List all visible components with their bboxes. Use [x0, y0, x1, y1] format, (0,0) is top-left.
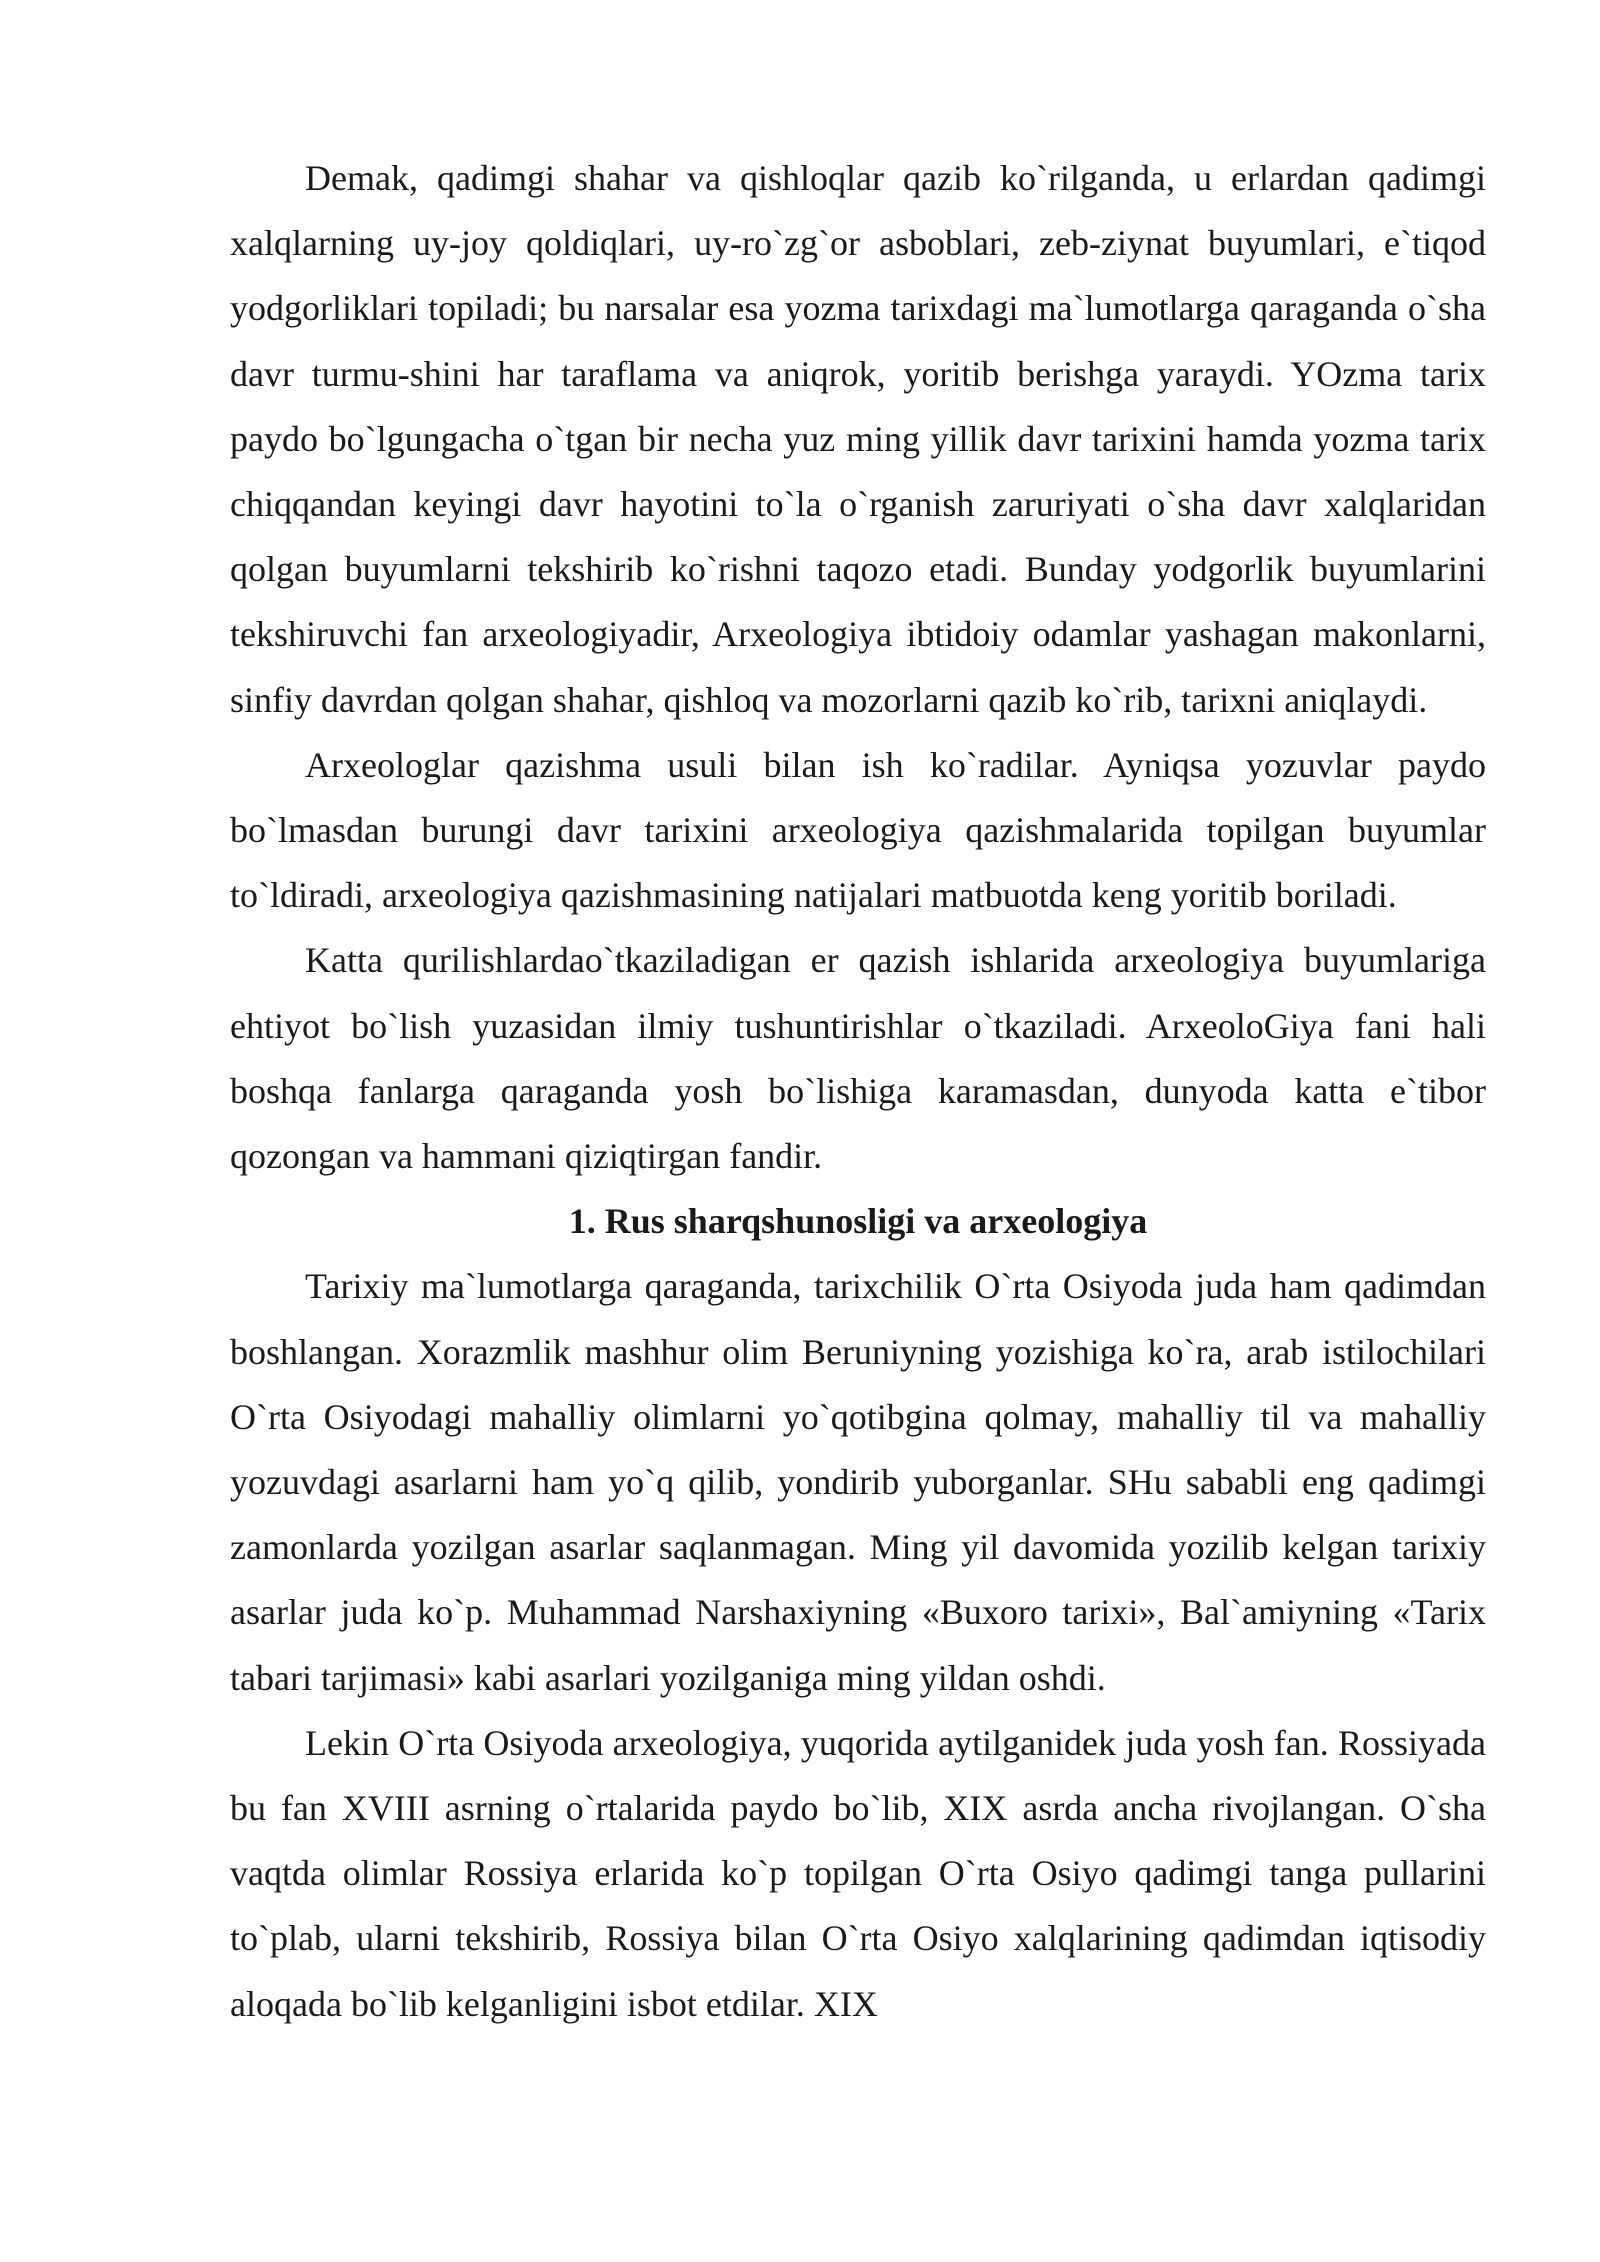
document-body [230, 146, 1486, 2037]
paragraph-5: Lekin O`rta Osiyoda arxeologiya, yuqorida aytilganidek juda yosh fan. Rossiyada bu fan XVIII asrning o`rtalarida paydo bo`lib, XIX asrda ancha rivojlangan. O`sha vaqtda olimlar Rossiya erlarida ko`p topilgan O`rta Osiyo qadimgi tanga pullarini to`plab, ularni tekshirib, Rossiya bilan O`rta Osiyo xalqlarining qadimdan iqtisodiy aloqada bo`lib kelganligini isbot etdilar. XIX [230, 1722, 1486, 2024]
paragraph-3: Katta qurilishlardao`tkaziladigan er qazish ishlarida arxeologiya buyumlariga ehtiyot bo`lish yuzasidan ilmiy tushuntirishlar o`tkaziladi. ArxeoloGiya fani hali boshqa fanlarga qaraganda yosh bo`lishiga karamasdan, dunyoda katta e`tibor qozongan va hammani qiziqtirgan fandir. [230, 940, 1486, 1177]
paragraph-1: Demak, qadimgi shahar va qishloqlar qazib ko`rilganda, u erlardan qadimgi xalqlarning uy-joy qoldiqlari, uy-ro`zg`or asboblari, zeb-ziynat buyumlari, e`tiqod yodgorliklari topiladi; bu narsalar esa yozma tarixdagi ma`lumotlarga qaraganda o`sha davr turmu-shini har taraflama va aniqrok, yoritib berishga yaraydi. YOzma tarix paydo bo`lgungacha o`tgan bir necha yuz ming yillik davr tarixini hamda yozma tarix chiqqandan keyingi davr hayotini to`la o`rganish zaruriyati o`sha davr xalqlaridan qolgan buyumlarni tekshirib ko`rishni taqozo etadi. Bunday yodgorlik buyumlarini tekshiruvchi fan arxeologiyadir, Arxeologiya ibtidoiy odamlar yashagan makonlarni, sinfiy davrdan qolgan shahar, qishloq va mozorlarni qazib ko`rib, tarixni aniqlaydi. [230, 158, 1486, 720]
paragraph-2: Arxeologlar qazishma usuli bilan ish ko`radilar. Ayniqsa yozuvlar paydo bo`lmasdan burungi davr tarixini arxeologiya qazishmalarida topilgan buyumlar to`ldiradi, arxeologiya qazishmasining natijalari matbuotda keng yoritib boriladi. [230, 744, 1486, 916]
section-heading: 1. Rus sharqshunosligi va arxeologiya [568, 1201, 1148, 1242]
paragraph-4: Tarixiy ma`lumotlarga qaraganda, tarixchilik O`rta Osiyoda juda ham qadimdan boshlangan. Xorazmlik mashhur olim Beruniyning yozishiga ko`ra, arab istilochilari O`rta Osiyodagi mahalliy olimlarni yo`qotibgina qolmay, mahalliy til va mahalliy yozuvdagi asarlarni ham yo`q qilib, yondirib yuborganlar. SHu sababli eng qadimgi zamonlarda yozilgan asarlar saqlanmagan. Ming yil davomida yozilib kelgan tarixiy asarlar juda ko`p. Muhammad Narshaxiyning «Buxoro tarixi», Bal`amiyning «Tarix tabari tarjimasi» kabi asarlari yozilganiga ming yildan oshdi. [230, 1266, 1486, 1698]
